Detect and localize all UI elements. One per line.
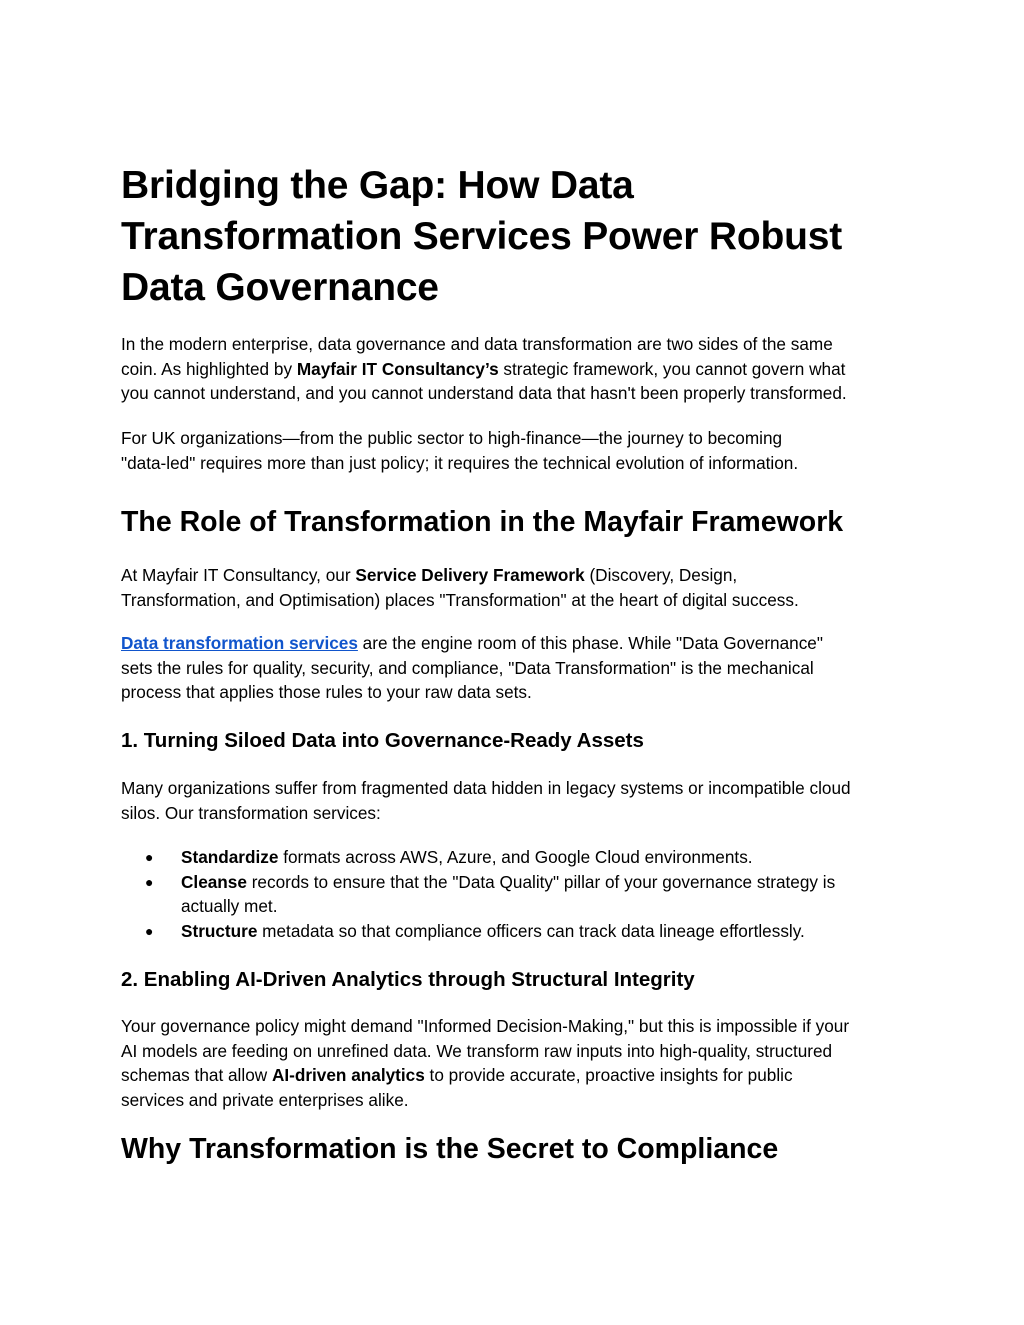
text-line: AI models are feeding on unrefined data. We transform raw inputs into high-quality, structured: [121, 1040, 833, 1061]
bold-ai-analytics: AI-driven analytics: [271, 1065, 425, 1085]
siloed-data-paragraph: [121, 776, 911, 825]
text-line: [121, 631, 911, 656]
document-title: [121, 160, 881, 313]
subsection-heading-ai-analytics: 2. Enabling AI-Driven Analytics through Structural Integrity: [121, 968, 695, 991]
text-line: Many organizations suffer from fragmented data hidden in legacy systems or incompatible cloud: [121, 778, 851, 798]
text-span: At Mayfair IT Consultancy, our: [121, 565, 356, 585]
text-line: silos. Our transformation services:: [121, 802, 381, 823]
services-bullet-list: [121, 845, 911, 943]
bullet-bold-term: Standardize: [181, 847, 279, 867]
bold-company-name: Mayfair IT Consultancy’s: [296, 358, 499, 379]
text-line: you cannot understand, and you cannot understand data that hasn't been properly transformed.: [121, 383, 847, 403]
framework-paragraph: [121, 563, 911, 612]
text-span: to provide accurate, proactive insights for public: [424, 1065, 793, 1085]
bullet-icon: ●: [145, 873, 154, 890]
text-line: process that applies those rules to your raw data sets.: [121, 682, 532, 702]
title-line: Bridging the Gap: How Data: [121, 164, 634, 207]
text-line: For UK organizations—from the public sector to high-finance—the journey to becoming: [121, 428, 783, 448]
text-line: [121, 357, 911, 382]
text-span: schemas that allow: [121, 1065, 272, 1085]
bullet-text: metadata so that compliance officers can track data lineage effortlessly.: [257, 920, 805, 941]
intro-paragraph-1: [121, 332, 911, 406]
section-heading-role: The Role of Transformation in the Mayfair Framework: [121, 506, 844, 538]
list-item: [121, 845, 911, 870]
bullet-bold-term: Cleanse: [181, 871, 247, 892]
text-span: strategic framework, you cannot govern what: [498, 358, 846, 379]
ai-analytics-paragraph: [121, 1014, 911, 1112]
list-item: [121, 870, 911, 919]
text-line: Transformation, and Optimisation) places "Transformation" at the heart of digital success.: [121, 589, 799, 610]
bullet-icon: ●: [145, 849, 154, 865]
list-item: [121, 919, 911, 944]
bullet-bold-term: Structure: [181, 920, 258, 941]
text-line: [121, 563, 911, 588]
text-line: sets the rules for quality, security, and compliance, "Data Transformation" is the mechanical: [121, 657, 814, 678]
engine-room-paragraph: [121, 631, 911, 705]
bullet-text: formats across AWS, Azure, and Google Cloud environments.: [278, 847, 753, 867]
text-line: Your governance policy might demand "Informed Decision-Making," but this is impossible if your: [121, 1016, 850, 1036]
text-line: [121, 1063, 911, 1088]
intro-paragraph-2: [121, 426, 911, 475]
text-span: are the engine room of this phase. While "Data Governance": [357, 633, 823, 653]
text-line: In the modern enterprise, data governance and data transformation are two sides of the same: [121, 334, 833, 354]
title-line: Data Governance: [121, 266, 439, 309]
bullet-text-continued: actually met.: [181, 896, 278, 916]
text-line: "data-led" requires more than just policy; it requires the technical evolution of information.: [121, 452, 799, 473]
bold-framework-name: Service Delivery Framework: [355, 565, 585, 585]
bullet-text: records to ensure that the "Data Quality" pillar of your governance strategy is: [246, 871, 836, 892]
text-span: coin. As highlighted by: [121, 358, 297, 379]
subsection-heading-siloed-data: 1. Turning Siloed Data into Governance-Ready Assets: [121, 729, 644, 752]
data-transformation-services-link[interactable]: Data transformation services: [121, 633, 358, 653]
text-line: services and private enterprises alike.: [121, 1089, 409, 1110]
title-line: Transformation Services Power Robust: [121, 215, 843, 258]
section-heading-compliance: Why Transformation is the Secret to Compliance: [121, 1133, 779, 1165]
text-span: (Discovery, Design,: [584, 565, 738, 585]
bullet-icon: ●: [145, 922, 154, 939]
